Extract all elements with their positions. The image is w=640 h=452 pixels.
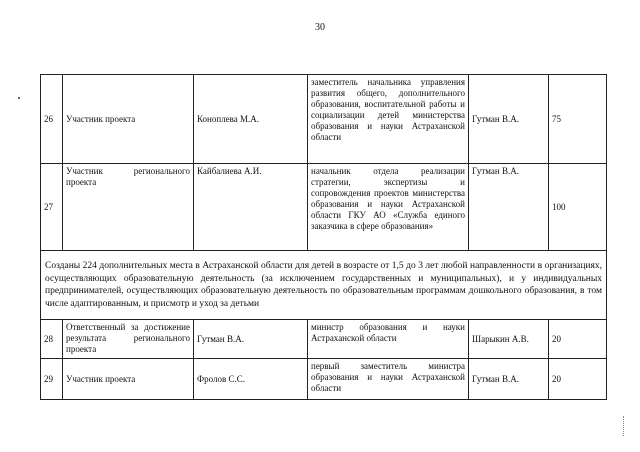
row-number: 27	[41, 164, 63, 251]
member-position: начальник отдела реализации стратегии, экспертизы и сопровождения проектов министерства образования и науки Астраханской области ГКУ АО «Служба единого заказчика в сфере образования»	[308, 164, 469, 251]
member-position: первый заместитель министра образования и науки Астраханской области	[308, 359, 469, 400]
workload-percent: 100	[549, 164, 607, 251]
scan-edge-mark	[623, 416, 626, 436]
project-role: Участник проекта	[63, 75, 194, 164]
project-role-word-3: проекта	[66, 177, 97, 187]
section-header-row	[41, 251, 607, 320]
member-name: Гутман В.А.	[194, 320, 308, 359]
project-role-word-2: регионального	[133, 166, 190, 176]
workload-percent: 20	[549, 320, 607, 359]
row-number: 28	[41, 320, 63, 359]
project-role: Участник проекта	[63, 359, 194, 400]
project-role: Ответственный за достижение результата регионального проекта	[63, 320, 194, 359]
table-row	[41, 320, 607, 359]
table-row	[41, 359, 607, 400]
project-team-table	[40, 74, 607, 400]
page-number: 30	[315, 22, 325, 33]
row-number: 29	[41, 359, 63, 400]
row-number: 26	[41, 75, 63, 164]
direct-supervisor: Шарыкин А.В.	[469, 320, 549, 359]
member-name: Кайбалиева А.И.	[194, 164, 308, 251]
member-position: министр образования и науки Астраханской области	[308, 320, 469, 359]
project-role	[63, 164, 194, 251]
table-row	[41, 75, 607, 164]
member-name: Коноплева М.А.	[194, 75, 308, 164]
direct-supervisor: Гутман В.А.	[469, 164, 549, 251]
member-name: Фролов С.С.	[194, 359, 308, 400]
result-description: Созданы 224 дополнительных места в Астраханской области для детей в возрасте от 1,5 до 3 лет любой направленности в организациях, осуществляющих образовательную деятельность (за исключением государственных и муниципальных), и у индивидуальных предпринимателей, осуществляющих образовательную деятельность по образовательным программам дошкольного образования, в том числе адаптированным, и присмотр и уход за детьми	[41, 251, 607, 320]
member-position: заместитель начальника управления развития общего, дополнительного образования, воспитательной работы и социализации детей министерства образования и науки Астраханской области	[308, 75, 469, 164]
table-row	[41, 164, 607, 251]
project-role-word-1: Участник	[66, 166, 103, 176]
workload-percent: 75	[549, 75, 607, 164]
direct-supervisor: Гутман В.А.	[469, 359, 549, 400]
scan-speck	[18, 97, 20, 99]
direct-supervisor: Гутман В.А.	[469, 75, 549, 164]
workload-percent: 20	[549, 359, 607, 400]
